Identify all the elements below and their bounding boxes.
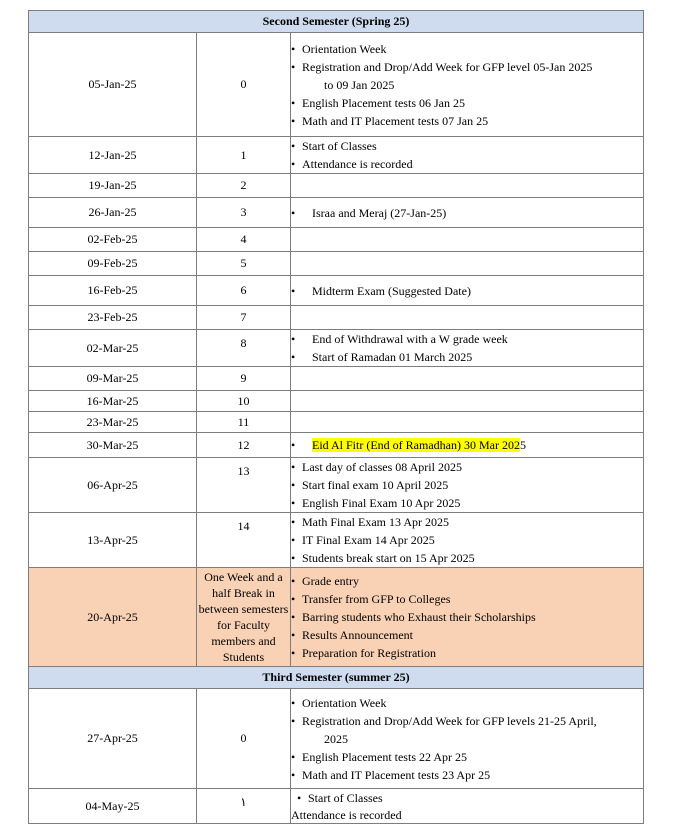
activity-text: Start of Classes (308, 791, 383, 805)
activity-item (291, 644, 643, 662)
activities-cell (291, 789, 644, 824)
activities-cell (291, 458, 644, 513)
activity-text-continued: to 09 Jan 2025 (324, 77, 395, 92)
activities-cell (291, 367, 644, 391)
activities-cell (291, 198, 644, 228)
bullet-icon: • (291, 283, 296, 298)
calendar-row (29, 276, 644, 306)
calendar-row (29, 458, 644, 513)
activity-text: 5 (519, 438, 526, 452)
activity-item (291, 155, 643, 173)
activities-cell (291, 513, 644, 568)
activity-list (291, 282, 643, 300)
calendar-row (29, 391, 644, 412)
activity-text: Start of Ramadan 01 March 2025 (312, 350, 473, 364)
activities-cell (291, 412, 644, 433)
activity-text: Preparation for Registration (302, 646, 436, 660)
activity-text: Grade entry (302, 574, 359, 588)
bullet-icon: • (291, 515, 296, 529)
activity-text: Start final exam 10 April 2025 (302, 478, 449, 492)
activity-list (291, 789, 643, 807)
activity-item (291, 549, 643, 567)
activities-cell (291, 306, 644, 330)
activity-text-continued: 2025 (324, 731, 348, 746)
week-date: 19-Jan-25 (29, 174, 197, 198)
calendar-row (29, 198, 644, 228)
week-date: 23-Mar-25 (29, 412, 197, 433)
bullet-icon: • (291, 478, 296, 492)
activity-text: Attendance is recorded (302, 157, 413, 171)
activity-item (291, 58, 643, 94)
activity-item (291, 572, 643, 590)
week-number: ١ (197, 789, 291, 824)
bullet-icon: • (291, 551, 296, 565)
activities-cell (291, 433, 644, 458)
week-date: 13-Apr-25 (29, 513, 197, 568)
bullet-icon: • (291, 749, 296, 764)
activity-item (291, 204, 643, 222)
activity-item (291, 282, 643, 300)
calendar-row (29, 330, 644, 367)
activities-cell (291, 568, 644, 667)
week-date: 02-Feb-25 (29, 228, 197, 252)
calendar-row (29, 252, 644, 276)
week-date: 05-Jan-25 (29, 33, 197, 137)
eid-highlight: Eid Al Fitr (End of Ramadhan) 30 Mar 202 (312, 438, 520, 452)
activity-text-plain: Attendance is recorded (291, 808, 402, 822)
bullet-icon: • (291, 157, 296, 171)
bullet-icon: • (291, 610, 296, 624)
activities-cell (291, 391, 644, 412)
week-date: 30-Mar-25 (29, 433, 197, 458)
activity-text: Registration and Drop/Add Week for GFP level 05-Jan 2025 (302, 59, 593, 74)
week-date: 04-May-25 (29, 789, 197, 824)
activity-text: Barring students who Exhaust their Scholarships (302, 610, 536, 624)
bullet-icon: • (291, 592, 296, 606)
activity-text: Transfer from GFP to Colleges (302, 592, 451, 606)
activity-item (291, 94, 643, 112)
activity-item (291, 590, 643, 608)
week-number: 13 (197, 458, 291, 513)
activity-item (291, 40, 643, 58)
activity-text: Midterm Exam (Suggested Date) (312, 283, 471, 298)
bullet-icon: • (291, 628, 296, 642)
activity-list (291, 204, 643, 222)
activity-item (291, 626, 643, 644)
calendar-row (29, 228, 644, 252)
activity-item (291, 766, 643, 784)
week-number: 11 (197, 412, 291, 433)
week-number: 3 (197, 198, 291, 228)
week-date: 06-Apr-25 (29, 458, 197, 513)
bullet-icon: • (291, 496, 296, 510)
activity-text: Students break start on 15 Apr 2025 (302, 551, 475, 565)
academic-calendar-table (28, 10, 644, 824)
semester-title: Third Semester (summer 25) (29, 667, 644, 689)
week-date: 02-Mar-25 (29, 330, 197, 367)
activity-text: IT Final Exam 14 Apr 2025 (302, 533, 435, 547)
activities-cell (291, 252, 644, 276)
bullet-icon: • (291, 113, 296, 128)
activity-item (291, 458, 643, 476)
bullet-icon: • (291, 460, 296, 474)
activity-item (291, 330, 643, 348)
semester-header-row (29, 11, 644, 33)
week-number: 0 (197, 689, 291, 789)
activities-cell (291, 228, 644, 252)
week-number: 12 (197, 433, 291, 458)
activity-text: Math and IT Placement tests 07 Jan 25 (302, 113, 489, 128)
activity-text: Orientation Week (302, 41, 387, 56)
week-date: 16-Mar-25 (29, 391, 197, 412)
activities-cell (291, 174, 644, 198)
activity-list (291, 513, 643, 567)
bullet-icon: • (291, 95, 296, 110)
calendar-row (29, 689, 644, 789)
bullet-icon: • (291, 533, 296, 547)
activity-list (291, 137, 643, 173)
week-date: 12-Jan-25 (29, 137, 197, 174)
week-number: 5 (197, 252, 291, 276)
bullet-icon: • (297, 791, 302, 805)
week-number: 14 (197, 513, 291, 568)
week-date: 09-Feb-25 (29, 252, 197, 276)
activity-text: Last day of classes 08 April 2025 (302, 460, 462, 474)
bullet-icon: • (291, 139, 296, 153)
bullet-icon: • (291, 646, 296, 660)
activity-item (291, 476, 643, 494)
calendar-row (29, 789, 644, 824)
activity-item (291, 513, 643, 531)
activity-item (291, 694, 643, 712)
week-number: 0 (197, 33, 291, 137)
activity-list (291, 572, 643, 662)
activity-text: English Placement tests 06 Jan 25 (302, 95, 465, 110)
bullet-icon: • (291, 59, 296, 74)
activity-item (291, 436, 643, 454)
activity-text: End of Withdrawal with a W grade week (312, 332, 508, 346)
week-number: 8 (197, 330, 291, 367)
bullet-icon: • (291, 438, 296, 452)
week-number: 4 (197, 228, 291, 252)
bullet-icon: • (291, 205, 296, 220)
activity-text: Start of Classes (302, 139, 377, 153)
calendar-row (29, 433, 644, 458)
week-date: 23-Feb-25 (29, 306, 197, 330)
activity-item (291, 531, 643, 549)
activities-cell (291, 330, 644, 367)
activity-text: Math Final Exam 13 Apr 2025 (302, 515, 449, 529)
activity-text: English Final Exam 10 Apr 2025 (302, 496, 461, 510)
bullet-icon: • (291, 332, 296, 346)
activities-cell (291, 689, 644, 789)
semester-title: Second Semester (Spring 25) (29, 11, 644, 33)
activity-item (297, 789, 643, 807)
break-description: One Week and a half Break in between semesters for Faculty members and Students (197, 568, 291, 667)
activity-text: Registration and Drop/Add Week for GFP levels 21-25 April, (302, 713, 597, 728)
activity-item (291, 712, 643, 748)
bullet-icon: • (291, 41, 296, 56)
calendar-row (29, 137, 644, 174)
week-number: 9 (197, 367, 291, 391)
activity-text: Math and IT Placement tests 23 Apr 25 (302, 767, 491, 782)
week-date: 16-Feb-25 (29, 276, 197, 306)
calendar-row (29, 306, 644, 330)
week-date: 27-Apr-25 (29, 689, 197, 789)
activity-list (291, 458, 643, 512)
week-number: 7 (197, 306, 291, 330)
calendar-row (29, 513, 644, 568)
activities-cell (291, 33, 644, 137)
calendar-row (29, 33, 644, 137)
bullet-icon: • (291, 574, 296, 588)
week-number: 1 (197, 137, 291, 174)
activity-text: Orientation Week (302, 695, 387, 710)
week-number: 2 (197, 174, 291, 198)
activities-cell (291, 137, 644, 174)
activity-text: Israa and Meraj (27-Jan-25) (312, 205, 447, 220)
activity-list (291, 40, 643, 130)
bullet-icon: • (291, 767, 296, 782)
activity-item (291, 608, 643, 626)
bullet-icon: • (291, 713, 296, 728)
week-date: 26-Jan-25 (29, 198, 197, 228)
activities-cell (291, 276, 644, 306)
break-row (29, 568, 644, 667)
activity-list (291, 694, 643, 784)
week-number: 10 (197, 391, 291, 412)
week-date: 20-Apr-25 (29, 568, 197, 667)
activity-list (291, 436, 643, 454)
activity-item (291, 748, 643, 766)
calendar-row (29, 174, 644, 198)
semester-header-row (29, 667, 644, 689)
calendar-row (29, 412, 644, 433)
week-number: 6 (197, 276, 291, 306)
activity-list (291, 330, 643, 366)
activity-item (291, 137, 643, 155)
activity-text: Results Announcement (302, 628, 413, 642)
activity-item (291, 348, 643, 366)
week-date: 09-Mar-25 (29, 367, 197, 391)
calendar-row (29, 367, 644, 391)
activity-item (291, 494, 643, 512)
bullet-icon: • (291, 695, 296, 710)
activity-text: English Placement tests 22 Apr 25 (302, 749, 467, 764)
bullet-icon: • (291, 350, 296, 364)
activity-item (291, 112, 643, 130)
